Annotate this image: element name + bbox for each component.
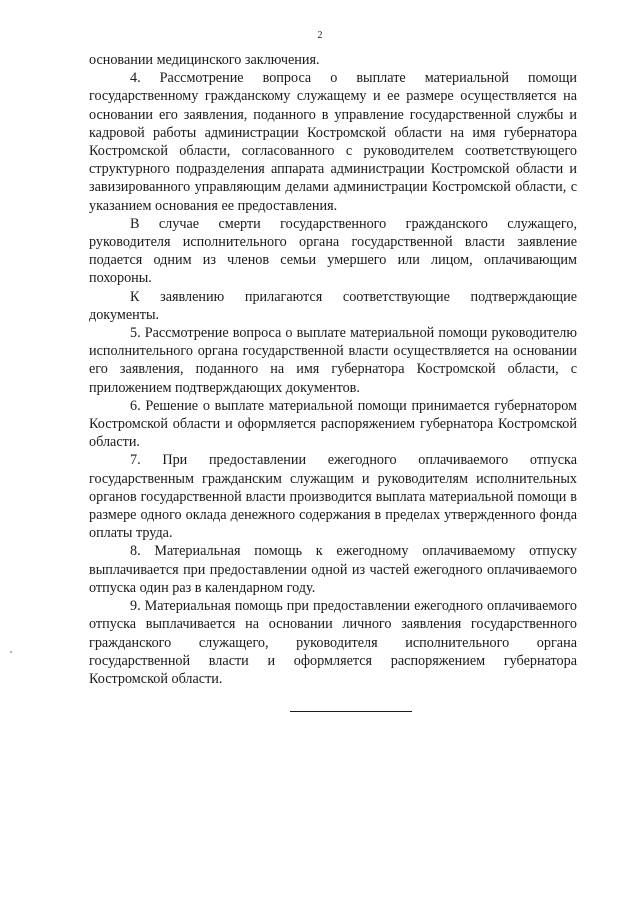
paragraph-item-8: 8. Материальная помощь к ежегодному оплачиваемому отпуску выплачивается при предоставлении одной из частей ежегодного оплачиваемого отпуска один раз в календарном году. — [89, 543, 577, 596]
document-body — [89, 51, 577, 688]
paragraph-attachments: К заявлению прилагаются соответствующие подтверждающие документы. — [89, 288, 577, 323]
paragraph-item-7: 7. При предоставлении ежегодного оплачиваемого отпуска государственным гражданским служащим и руководителям исполнительных органов государственной власти производится выплата материальной помощи в размере одного оклада денежного содержания в пределах утвержденного фонда оплаты труда. — [89, 452, 577, 542]
scan-artifact-dot — [10, 651, 12, 653]
paragraph-item-9: 9. Материальная помощь при предоставлении ежегодного оплачиваемого отпуска выплачивается на основании личного заявления государственного гражданского служащего, руководителя исполнительного органа государственной власти и оформляется распоряжением губернатора Костромской области. — [89, 598, 577, 687]
paragraph-continuation: основании медицинского заключения. — [89, 52, 320, 68]
paragraph-item-6: 6. Решение о выплате материальной помощи принимается губернатором Костромской области и оформляется распоряжением губернатора Костромской области. — [89, 397, 577, 451]
paragraph-item-5: 5. Рассмотрение вопроса о выплате материальной помощи руководителю исполнительного органа государственной власти осуществляется на основании его заявления, поданного на имя губернатора Костромской области, с приложением подтверждающих документов. — [89, 325, 577, 396]
page-number: 2 — [317, 30, 323, 41]
paragraph-death-case: В случае смерти государственного гражданского служащего, руководителя исполнительного органа государственной власти заявление подается одним из членов семьи умершего или лицом, оплачивающим похороны. — [89, 215, 577, 287]
paragraph-item-4: 4. Рассмотрение вопроса о выплате материальной помощи государственному гражданскому служащему и ее размере осуществляется на основании его заявления, поданного в управление государственной службы и кадровой работы администрации Костромской области на имя губернатора Костромской области, согласованного с руководителем соответствующего структурного подразделения аппарата администрации Костромской области и завизированного управляющим делами администрации Костромской области, с указанием основания ее предоставления. — [89, 70, 577, 214]
end-of-document-line — [290, 711, 412, 712]
